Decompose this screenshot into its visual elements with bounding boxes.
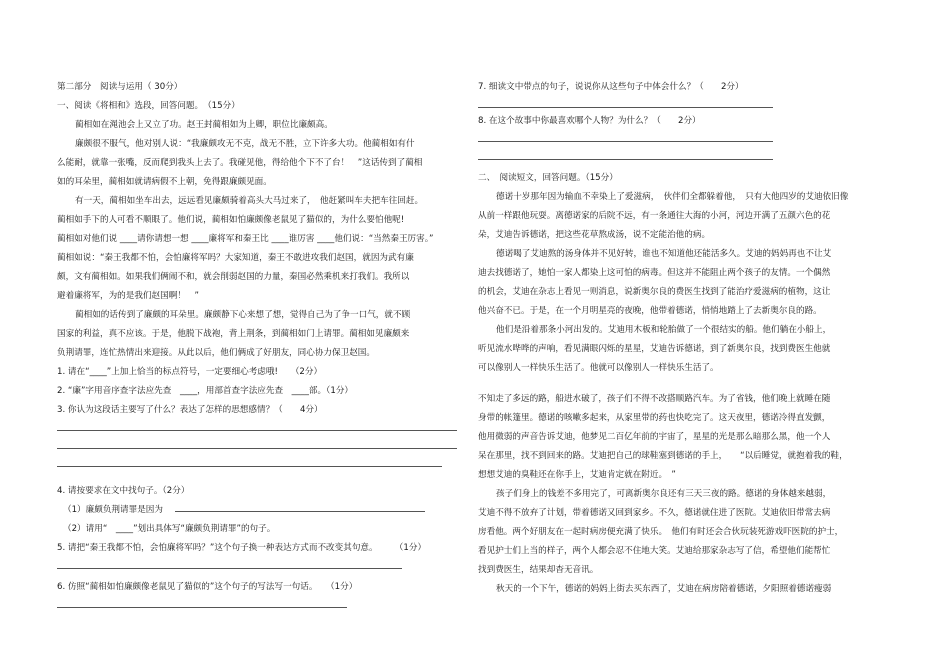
left-column bbox=[57, 78, 457, 617]
passage-line: 德诺喝了艾迪熬的汤身体并不见好转，谁也不知道他还能活多久。艾迪的妈妈再也不让艾 bbox=[496, 249, 832, 259]
passage-line: 不知走了多远的路，船进水破了，孩子们不得不改搭顺路汽车。为了省钱，他们晚上就睡在随 bbox=[478, 394, 831, 404]
passage-line: 迪去找德诺了，她怕一家人都染上这可怕的病毒。但这并不能阻止两个孩子的友情。一个偶然 bbox=[478, 268, 831, 278]
question-4: 4. 请按要求在文中找句子。（2分） bbox=[57, 486, 190, 496]
passage-line: 看见护士们上当的样子，两个人都会忍不住地大笑。艾迪给那家杂志写了信，希望他们能帮忙 bbox=[478, 546, 831, 556]
passage-line: 德诺十岁那年因为输血不幸染上了爱滋病， 伙伴们全都躲着他， 只有大他四岁的艾迪依旧像 bbox=[496, 192, 849, 202]
passage-line: 么能耐，就靠一张嘴，反而爬到我头上去了。我碰见他，得给他个下不了台！ ”这话传到了蔺相 bbox=[57, 158, 423, 168]
answer-line[interactable] bbox=[478, 133, 773, 142]
right-column bbox=[478, 78, 878, 599]
passage-line: 艾迪不得不放弃了计划，带着德诺又回到家乡。不久，德诺就住进了医院。艾迪依旧带常去病 bbox=[478, 508, 831, 518]
passage-line: 有一天，蔺相如坐车出去，远远看见廉颇骑着高头大马过来了， 他赶紧叫车夫把车往回赶。 bbox=[75, 196, 424, 206]
passage-line: 蔺相如在渑池会上又立了功。赵王封蔺相如为上卿，职位比廉颇高。 bbox=[75, 120, 333, 130]
answer-line[interactable] bbox=[57, 440, 457, 449]
passage-line: 他兴奋不已。于是，在一个月明星亮的夜晚，他带着德诺，悄悄地踏上了去新奥尔良的路。 bbox=[478, 306, 822, 316]
passage-line: 蔺相如的话传到了廉颇的耳朵里。廉颇静下心来想了想，觉得自己为了争一口气，就不顾 bbox=[75, 310, 411, 320]
passage-line: 听见流水哗哗的声响，看见满眼闪烁的星星，艾迪告诉德诺，到了新奥尔良，找到费医生他就 bbox=[478, 344, 831, 354]
passage-line: 他们是沿着那条小河出发的。艾迪用木板和轮胎做了一个很结实的船。他们躺在小船上， bbox=[496, 325, 832, 335]
passage-line: 可以像别人一样快乐生活了。他就可以像别人一样快乐生活了。 bbox=[478, 363, 719, 373]
question-4-1: （1）廉颇负荆请罪是因为 bbox=[57, 501, 457, 520]
question-4-2: （2）请用“ ____”划出具体写“廉颇负荆请罪”的句子。 bbox=[63, 524, 276, 534]
passage-line: 蔺相如说：“秦王我都不怕，会怕廉将军吗？大家知道，秦王不敢进攻我们赵国，就因为武有廉 bbox=[57, 253, 414, 263]
question-3: 3. 你认为这段话主要写了什么？表达了怎样的思想感情？（ 4分） bbox=[57, 405, 323, 415]
reading-question-title: 一、阅读《将相和》选段，回答问题。 （15分） bbox=[57, 101, 240, 111]
answer-line[interactable] bbox=[57, 599, 347, 608]
passage-line: 负荆请罪，连忙热情出来迎接。从此以后，他们俩成了好朋友，同心协力保卫赵国。 bbox=[57, 348, 375, 358]
passage-line: 孩子们身上的钱差不多用完了，可离新奥尔良还有三天三夜的路。德诺的身体越来越弱， bbox=[496, 489, 832, 499]
passage-line: 国家的利益，真不应该。于是，他脱下战袍，背上荆条，到蔺相如门上请罪。蔺相如见廉颇来 bbox=[57, 329, 410, 339]
passage-line: 蔺相如手下的人可看不顺眼了。他们说，蔺相如怕廉颇像老鼠见了猫似的，为什么要怕他呢! bbox=[57, 215, 405, 225]
passage-line: 呆在那里，找不到回来的路。艾迪把自己的球鞋塞到德诺的手上， “以后睡觉，就抱着我的鞋， bbox=[478, 451, 848, 461]
answer-line[interactable] bbox=[478, 151, 773, 160]
passage-line: 房看他。两个好朋友在一起时病房便充满了快乐。 他们有时还会合伙玩装死游戏吓医院的护士， bbox=[478, 527, 844, 537]
passage-line: 找到费医生，结果却杳无音讯。 bbox=[478, 565, 599, 575]
passage-line: 秋天的一个下午，德诺的妈妈上街去买东西了，艾迪在病房陪着德诺，夕阳照着德诺瘦弱 bbox=[496, 584, 832, 594]
answer-line[interactable] bbox=[57, 422, 457, 431]
passage-line: 的机会，艾迪在杂志上看见一则消息，说新奥尔良的费医生找到了能治疗爱滋病的植物，这让 bbox=[478, 287, 831, 297]
passage-line: 颇，文有蔺相如。如果我们俩闹不和，就会削弱赵国的力量，秦国必然乘机来打我们。我所以 bbox=[57, 272, 410, 282]
passage-line: 从前一样跟他玩耍。离德诺家的后院不远，有一条通往大海的小河，河边开满了五颜六色的花 bbox=[478, 211, 831, 221]
passage-line: 蔺相如对他们说 ____请你请想一想 ____廉将军和秦王比 ____谁厉害 ____他们说：“当然秦王厉害。” bbox=[57, 234, 434, 244]
section-title: 第二部分 阅读与运用（ 30分） bbox=[57, 82, 183, 92]
answer-line[interactable] bbox=[57, 458, 442, 467]
reading-question-title: 二、 阅读短文，回答问题。（15分） bbox=[478, 173, 618, 183]
question-1: 1. 请在“____”上加上恰当的标点符号，一定要细心考虑哦! （2分） bbox=[57, 367, 323, 377]
passage-line: 想想艾迪的臭鞋还在你手上，艾迪肯定就在附近。 ” bbox=[478, 470, 676, 480]
passage-line: 他用微弱的声音告诉艾迪，他梦见二百亿年前的宇宙了，星星的光是那么暗那么黑，他一个人 bbox=[478, 432, 831, 442]
passage-line: 如的耳朵里，蔺相如就请病假不上朝，免得跟廉颇见面。 bbox=[57, 177, 272, 187]
answer-line[interactable] bbox=[478, 99, 773, 108]
passage-line: 身带的帐篷里。德诺的咳嗽多起来，从家里带的药也快吃完了。这天夜里，德诺冷得直发颤， bbox=[478, 413, 831, 423]
question-7: 7. 细读文中带点的句子，说说你从这些句子中体会什么？（ 2分） bbox=[478, 82, 744, 92]
passage-line: 朵，艾迪告诉德诺，把这些花草熬成汤，说不定能治他的病。 bbox=[478, 230, 711, 240]
question-5: 5. 请把“秦王我都不怕，会怕廉将军吗？”这个句子换一种表达方式而不改变其句意。 （1分） bbox=[57, 543, 427, 553]
passage-line: 廉颇很不服气，他对别人说：“我廉颇攻无不克，战无不胜，立下许多大功。他蔺相如有什 bbox=[75, 139, 415, 149]
answer-line[interactable] bbox=[57, 560, 402, 569]
answer-line[interactable] bbox=[175, 503, 425, 512]
question-2: 2. “廉”字用音序查字法应先查 ____，用部首查字法应先查 ____部。（1分） bbox=[57, 386, 354, 396]
question-6: 6. 仿照“蔺相如怕廉颇像老鼠见了猫似的”这个句子的写法写一句话。 （1分） bbox=[57, 582, 358, 592]
question-8: 8. 在这个故事中你最喜欢哪个人物？为什么？（ 2分） bbox=[478, 116, 701, 126]
passage-line: 避着廉将军，为的是我们赵国啊！ ” bbox=[57, 291, 199, 301]
